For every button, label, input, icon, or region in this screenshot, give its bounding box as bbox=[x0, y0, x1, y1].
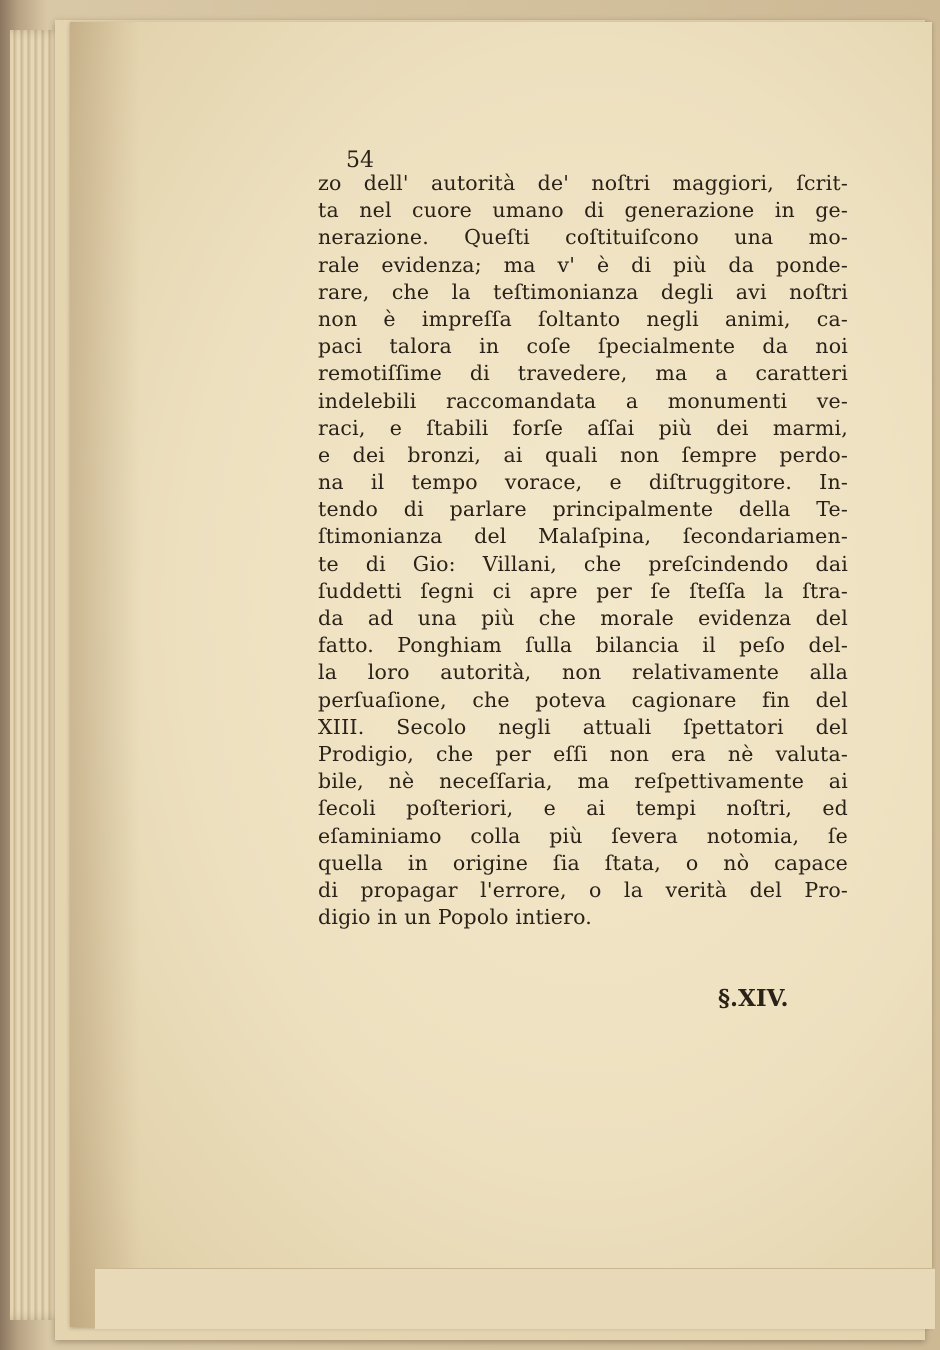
text-line: la loro autorità, non relativamente alla bbox=[318, 660, 848, 685]
text-line: paci talora in coſe ſpecialmente da noi bbox=[318, 334, 848, 359]
text-line: da ad una più che morale evidenza del bbox=[318, 606, 848, 630]
text-line: na il tempo vorace, e diſtruggitore. In- bbox=[318, 470, 848, 495]
page-number: 54 bbox=[346, 148, 374, 173]
text-line: ſtimonianza del Malaſpina, ſecondariamen- bbox=[318, 524, 848, 549]
text-line: zo dell' autorità de' noſtri maggiori, ſcrit- bbox=[318, 171, 848, 195]
text-line: rare, che la teſtimonianza degli avi noſtri bbox=[318, 279, 848, 304]
bottom-leaf-edge bbox=[95, 1268, 935, 1329]
text-line: raci, e ſtabili forſe aſſai più dei marmi, bbox=[318, 415, 848, 440]
text-line: nerazione. Queſti coſtituiſcono una mo- bbox=[318, 225, 848, 250]
body-text bbox=[318, 170, 848, 931]
text-line: di propagar l'errore, o la verità del Pro- bbox=[318, 877, 848, 902]
text-line: remotiſſime di travedere, ma a caratteri bbox=[318, 361, 848, 386]
text-line: ſecoli poſteriori, e ai tempi noſtri, ed bbox=[318, 796, 848, 821]
text-line: eſaminiamo colla più ſevera notomia, ſe bbox=[318, 823, 848, 848]
text-line: e dei bronzi, ai quali non ſempre perdo- bbox=[318, 442, 848, 467]
text-line: te di Gio: Villani, che preſcindendo dai bbox=[318, 551, 848, 576]
text-line: tendo di parlare principalmente della Te- bbox=[318, 497, 848, 522]
text-line: digio in un Popolo intiero. bbox=[318, 905, 592, 930]
text-line: XIII. Secolo negli attuali ſpettatori del bbox=[318, 714, 848, 739]
text-line: fatto. Ponghiam ſulla bilancia il peſo del- bbox=[318, 633, 848, 658]
catchword: §.XIV. bbox=[718, 985, 789, 1012]
text-line: bile, nè neceſſaria, ma reſpettivamente ai bbox=[318, 769, 848, 794]
text-line: Prodigio, che per eſſi non era nè valuta- bbox=[318, 741, 848, 766]
text-line: perſuaſione, che poteva cagionare fin del bbox=[318, 687, 848, 712]
text-line: non è impreſſa ſoltanto negli animi, ca- bbox=[318, 306, 848, 331]
text-line: quella in origine ſia ſtata, o nò capace bbox=[318, 850, 848, 875]
text-line: ſuddetti ſegni ci apre per ſe ſteſſa la ſtra- bbox=[318, 578, 848, 603]
text-line: ta nel cuore umano di generazione in ge- bbox=[318, 198, 848, 223]
text-line: indelebili raccomandata a monumenti ve- bbox=[318, 388, 848, 413]
text-line: rale evidenza; ma v' è di più da ponde- bbox=[318, 252, 848, 277]
